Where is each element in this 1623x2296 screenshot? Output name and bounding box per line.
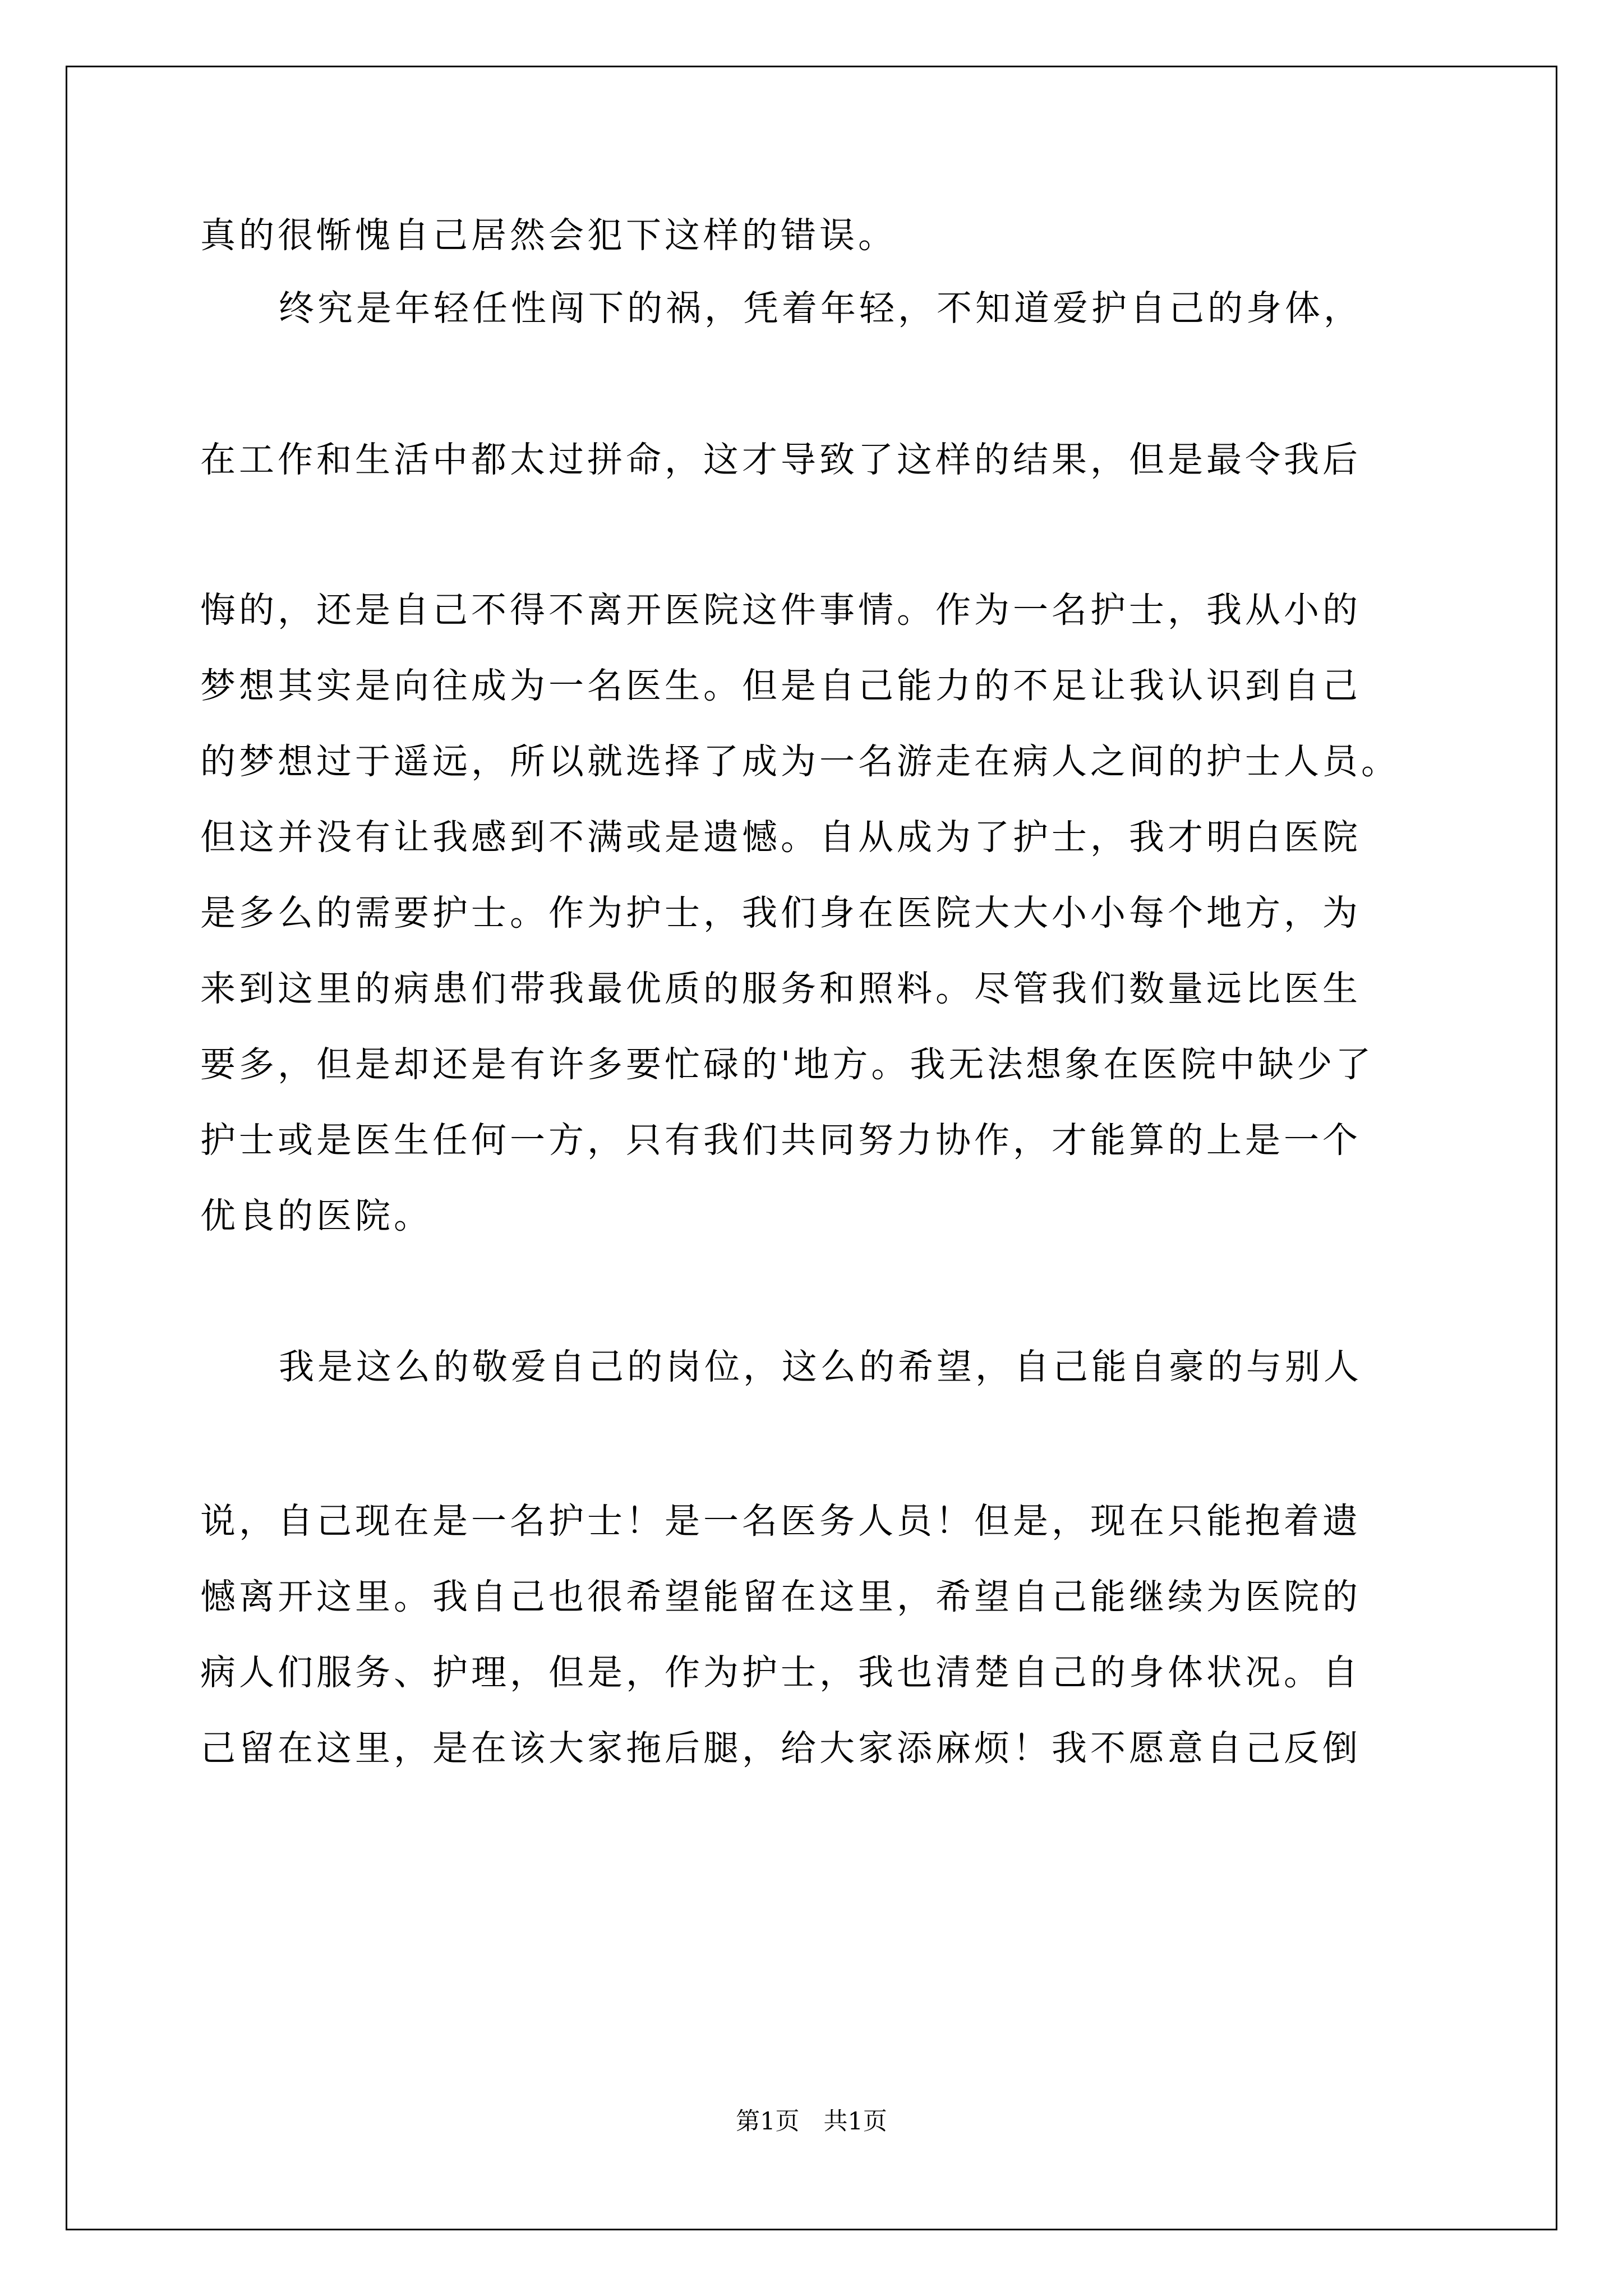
text-line: 要多，但是却还是有许多要忙碌的'地方。我无法想象在医院中缺少了 (200, 1044, 1375, 1085)
text-line: 在工作和生活中都太过拼命，这才导致了这样的结果，但是最令我后 (200, 439, 1361, 480)
text-line: 真的很惭愧自己居然会犯下这样的错误。 (200, 215, 897, 256)
text-line: 但这并没有让我感到不满或是遗憾。自从成为了护士，我才明白医院 (200, 817, 1361, 858)
paragraph-start-line: 我是这么的敬爱自己的岗位，这么的希望，自己能自豪的与别人 (279, 1346, 1362, 1387)
text-line: 说，自己现在是一名护士！是一名医务人员！但是，现在只能抱着遗 (200, 1501, 1361, 1542)
text-line: 是多么的需要护士。作为护士，我们身在医院大大小小每个地方，为 (200, 892, 1361, 933)
text-line: 憾离开这里。我自己也很希望能留在这里，希望自己能继续为医院的 (200, 1576, 1361, 1617)
text-line: 己留在这里，是在该大家拖后腿，给大家添麻烦！我不愿意自己反倒 (200, 1728, 1361, 1769)
text-line: 护士或是医生任何一方，只有我们共同努力协作，才能算的上是一个 (200, 1120, 1361, 1161)
text-line: 病人们服务、护理，但是，作为护士，我也清楚自己的身体状况。自 (200, 1652, 1361, 1693)
text-line: 优良的医院。 (200, 1195, 432, 1236)
text-line: 梦想其实是向往成为一名医生。但是自己能力的不足让我认识到自己 (200, 665, 1361, 706)
text-line: 悔的，还是自己不得不离开医院这件事情。作为一名护士，我从小的 (200, 590, 1361, 631)
page-footer: 第1页 共1页 (736, 2108, 887, 2136)
text-line: 的梦想过于遥远，所以就选择了成为一名游走在病人之间的护士人员。 (200, 741, 1400, 782)
paragraph-start-line: 终究是年轻任性闯下的祸，凭着年轻，不知道爱护自己的身体， (279, 288, 1362, 329)
text-line: 来到这里的病患们带我最优质的服务和照料。尽管我们数量远比医生 (200, 968, 1361, 1009)
